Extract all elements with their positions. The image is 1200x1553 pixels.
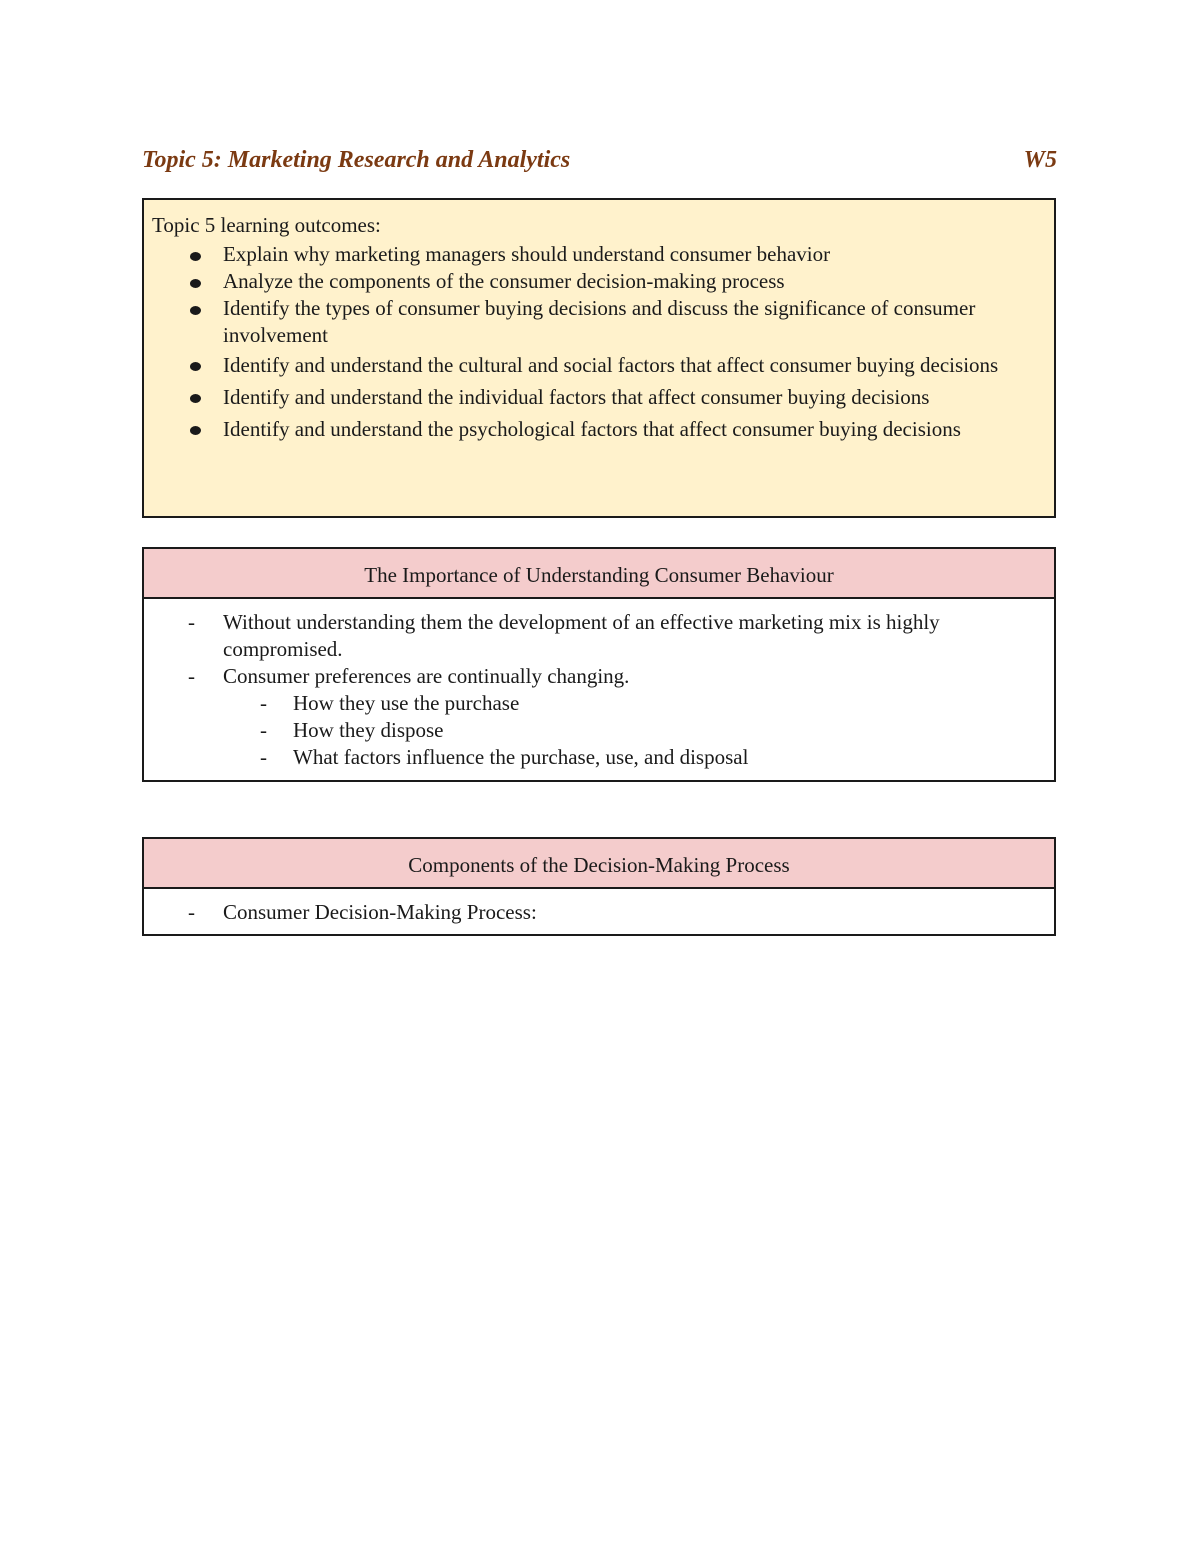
list-item xyxy=(152,241,1040,268)
week-label: W5 xyxy=(1023,146,1057,173)
list-item xyxy=(152,609,1040,663)
list-item-text: Analyze the components of the consumer decision-making process xyxy=(223,269,785,293)
sub-list-item xyxy=(152,717,1040,744)
page-header xyxy=(142,140,1057,180)
importance-points-list xyxy=(152,609,1040,771)
list-item-text: Explain why marketing managers should understand consumer behavior xyxy=(223,242,831,266)
sub-list-item-text: How they dispose xyxy=(293,718,444,742)
bullet-icon xyxy=(190,362,201,371)
list-item-text: Identify and understand the individual factors that affect consumer buying decisions xyxy=(223,385,930,409)
dash-marker: - xyxy=(188,610,195,634)
list-item-text: Consumer Decision-Making Process: xyxy=(223,900,537,924)
importance-section-body xyxy=(144,599,1054,777)
dash-marker: - xyxy=(260,745,267,769)
components-section-body xyxy=(144,889,1054,932)
sub-list-item xyxy=(152,744,1040,771)
list-item xyxy=(152,899,1040,926)
dash-marker: - xyxy=(260,718,267,742)
list-item-text: Without understanding them the development of an effective marketing mix is highly compromised. xyxy=(223,610,940,661)
dash-marker: - xyxy=(188,900,195,924)
bullet-icon xyxy=(190,252,201,261)
components-section-title: Components of the Decision-Making Process xyxy=(144,839,1054,889)
learning-outcomes-list xyxy=(152,241,1040,445)
list-item-text: Consumer preferences are continually changing. xyxy=(223,664,630,688)
bullet-icon xyxy=(190,394,201,403)
list-item xyxy=(152,268,1040,295)
list-item xyxy=(152,381,1040,413)
list-item xyxy=(152,663,1040,690)
dash-marker: - xyxy=(188,664,195,688)
list-item xyxy=(152,295,1040,349)
importance-section xyxy=(142,547,1056,782)
page-title: Topic 5: Marketing Research and Analytics xyxy=(142,146,571,173)
learning-outcomes-box xyxy=(142,198,1056,518)
list-item-text: Identify and understand the cultural and social factors that affect consumer buying decisions xyxy=(223,353,999,377)
list-item xyxy=(152,349,1040,381)
importance-section-title: The Importance of Understanding Consumer Behaviour xyxy=(144,549,1054,599)
list-item-text: Identify and understand the psychological factors that affect consumer buying decisions xyxy=(223,417,961,441)
dash-marker: - xyxy=(260,691,267,715)
list-item xyxy=(152,413,1040,445)
list-item-text: Identify the types of consumer buying decisions and discuss the significance of consumer involvement xyxy=(223,296,976,347)
bullet-icon xyxy=(190,306,201,315)
sub-list-item-text: How they use the purchase xyxy=(293,691,520,715)
components-points-list xyxy=(152,899,1040,926)
bullet-icon xyxy=(190,279,201,288)
bullet-icon xyxy=(190,426,201,435)
sub-list-item-text: What factors influence the purchase, use, and disposal xyxy=(293,745,749,769)
components-section xyxy=(142,837,1056,936)
learning-outcomes-intro: Topic 5 learning outcomes: xyxy=(152,213,381,237)
sub-list-item xyxy=(152,690,1040,717)
